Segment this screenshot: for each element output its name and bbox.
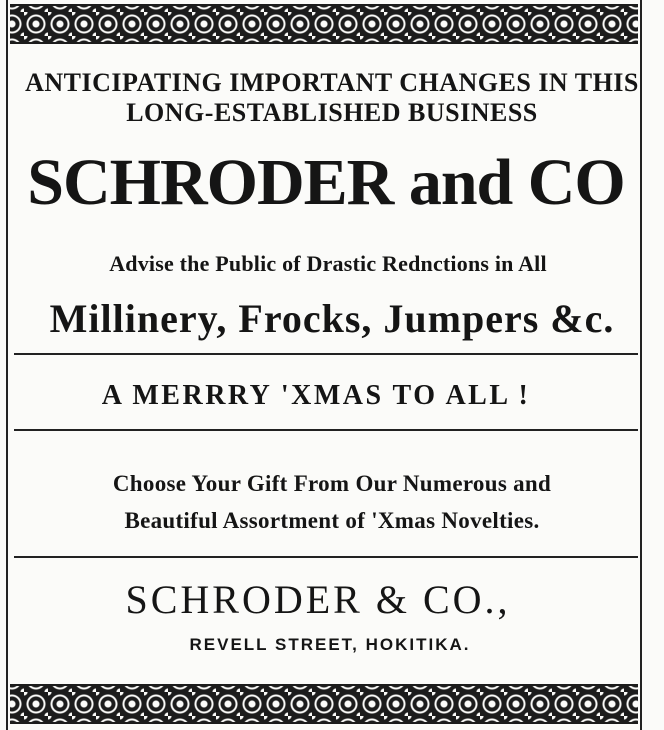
divider-2 bbox=[14, 429, 638, 431]
firm-name: SCHRODER and CO bbox=[27, 146, 625, 219]
advise-line: Advise the Public of Drastic Rednctions in All bbox=[109, 251, 547, 276]
top-ornamental-border bbox=[10, 4, 638, 44]
gift-text-line-2: Beautiful Assortment of 'Xmas Novelties. bbox=[124, 508, 540, 533]
signature-address: REVELL STREET, HOKITIKA. bbox=[189, 635, 471, 654]
signature-name: SCHRODER & CO., bbox=[125, 577, 511, 622]
headline-line-1: ANTICIPATING IMPORTANT CHANGES IN THIS bbox=[25, 68, 639, 97]
goods-line: Millinery, Frocks, Jumpers &c. bbox=[49, 296, 615, 341]
headline-line-2: LONG-ESTABLISHED BUSINESS bbox=[126, 98, 538, 127]
divider-1 bbox=[14, 353, 638, 355]
bottom-ornamental-border bbox=[10, 684, 638, 724]
gift-text-line-1: Choose Your Gift From Our Numerous and bbox=[112, 471, 552, 496]
divider-3 bbox=[14, 556, 638, 558]
xmas-greeting: A MERRRY 'XMAS TO ALL ! bbox=[101, 380, 531, 411]
